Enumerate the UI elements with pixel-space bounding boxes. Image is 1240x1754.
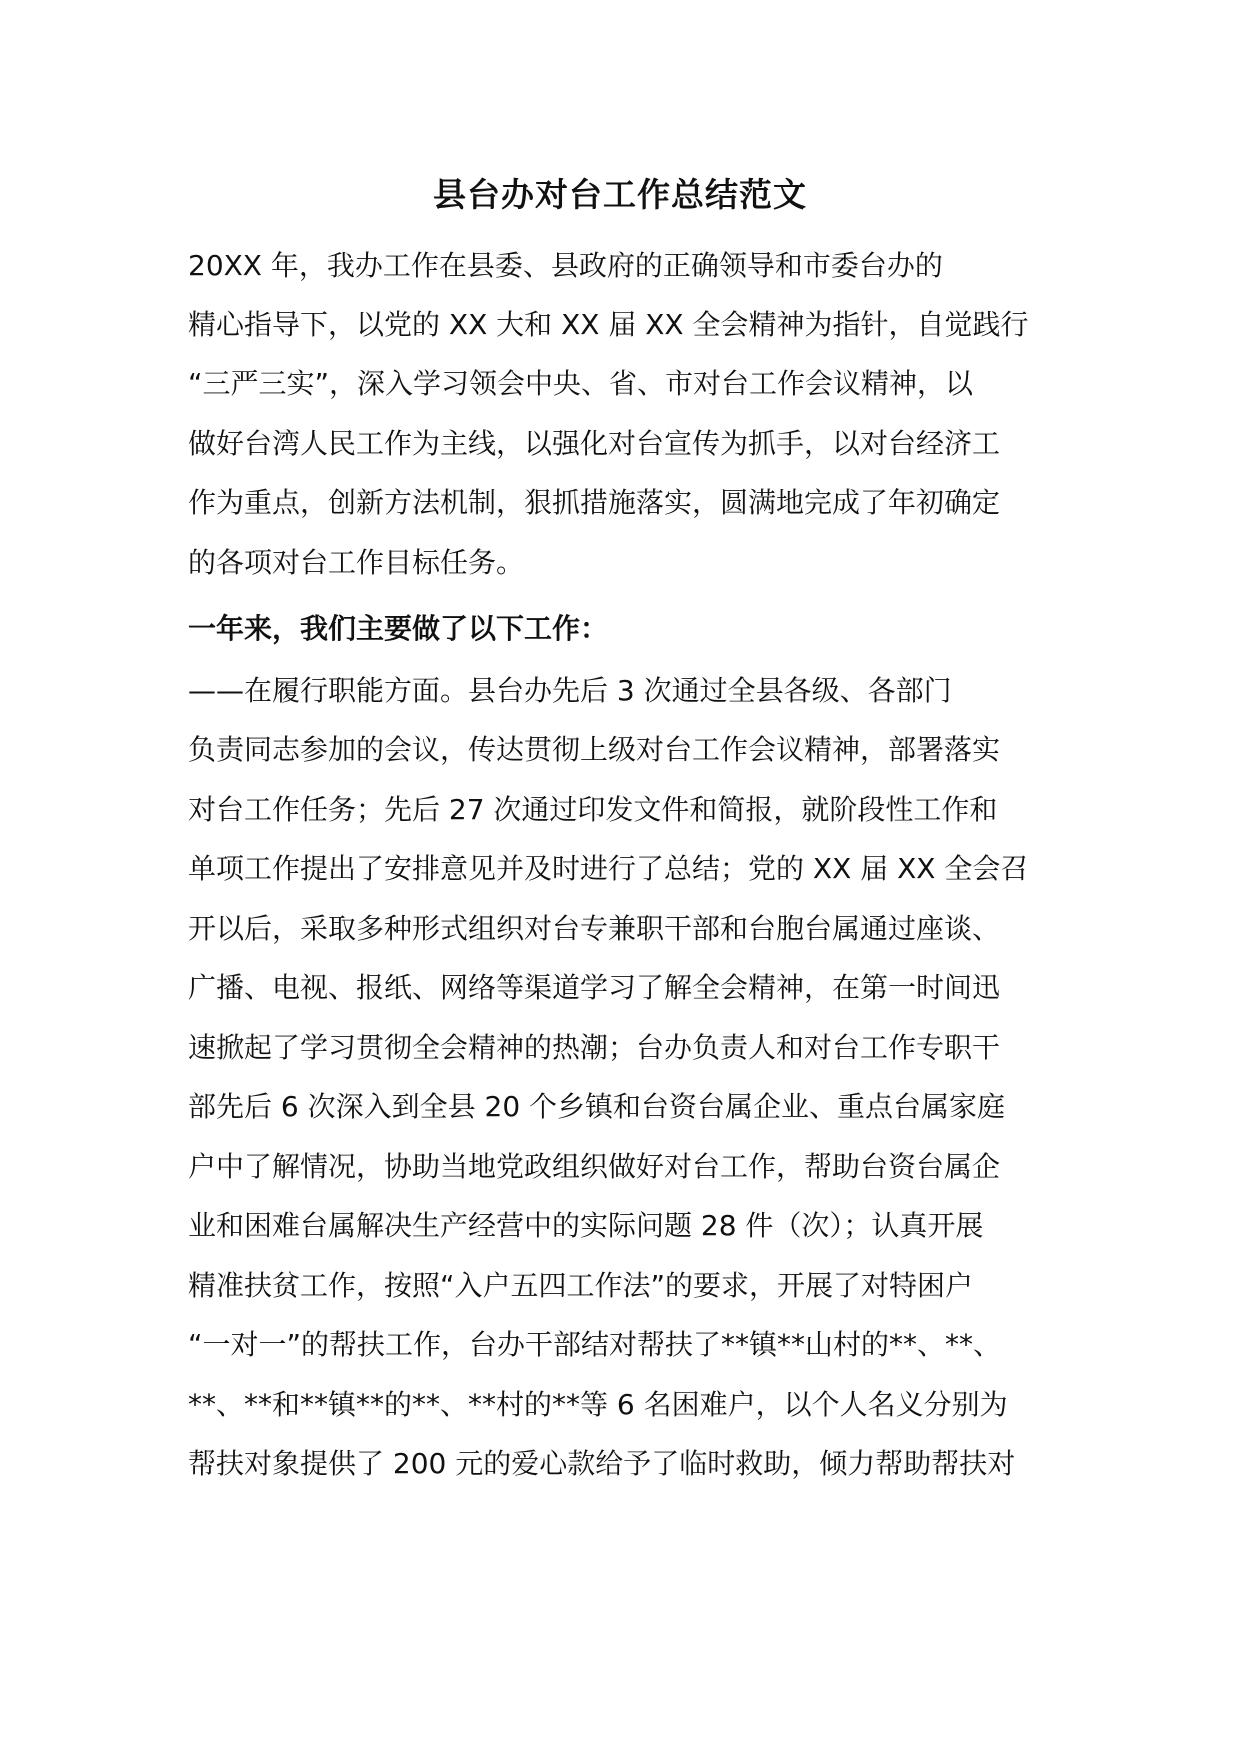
section-heading: 一年来，我们主要做了以下工作： [188, 612, 609, 645]
body-line: ——在履行职能方面。县台办先后 3 次通过全县各级、各部门 [188, 674, 952, 707]
body-line: 的各项对台工作目标任务。 [188, 546, 525, 579]
document-title: 县台办对台工作总结范文 [433, 175, 807, 214]
body-line: “三严三实”，深入学习领会中央、省、市对台工作会议精神，以 [188, 367, 974, 400]
body-line: 速掀起了学习贯彻全会精神的热潮；台办负责人和对台工作专职干 [188, 1031, 1001, 1064]
body-line: 业和困难台属解决生产经营中的实际问题 28 件（次）；认真开展 [188, 1209, 984, 1242]
body-line: 帮扶对象提供了 200 元的爱心款给予了临时救助，倾力帮助帮扶对 [188, 1447, 1016, 1480]
body-line: 负责同志参加的会议，传达贯彻上级对台工作会议精神，部署落实 [188, 733, 1001, 766]
body-line: 作为重点，创新方法机制，狠抓措施落实，圆满地完成了年初确定 [188, 486, 1001, 519]
body-line: 户中了解情况，协助当地党政组织做好对台工作，帮助台资台属企 [188, 1150, 1001, 1183]
body-line: 20XX 年，我办工作在县委、县政府的正确领导和市委台办的 [188, 249, 943, 282]
body-line: 对台工作任务；先后 27 次通过印发文件和简报，就阶段性工作和 [188, 793, 998, 826]
body-line: 部先后 6 次深入到全县 20 个乡镇和台资台属企业、重点台属家庭 [188, 1090, 1006, 1123]
body-line: 做好台湾人民工作为主线，以强化对台宣传为抓手，以对台经济工 [188, 427, 1001, 460]
body-line: 精准扶贫工作，按照“入户五四工作法”的要求，开展了对特困户 [188, 1269, 974, 1302]
body-line: **、**和**镇**的**、**村的**等 6 名困难户，以个人名义分别为 [188, 1388, 1008, 1421]
body-line: 开以后，采取多种形式组织对台专兼职干部和台胞台属通过座谈、 [188, 912, 1001, 945]
body-line: 广播、电视、报纸、网络等渠道学习了解全会精神，在第一时间迅 [188, 971, 1001, 1004]
body-line: 单项工作提出了安排意见并及时进行了总结；党的 XX 届 XX 全会召 [188, 852, 1029, 885]
body-line: “一对一”的帮扶工作，台办干部结对帮扶了**镇**山村的**、**、 [188, 1328, 1002, 1361]
body-line: 精心指导下，以党的 XX 大和 XX 届 XX 全会精神为指针，自觉践行 [188, 308, 1029, 341]
